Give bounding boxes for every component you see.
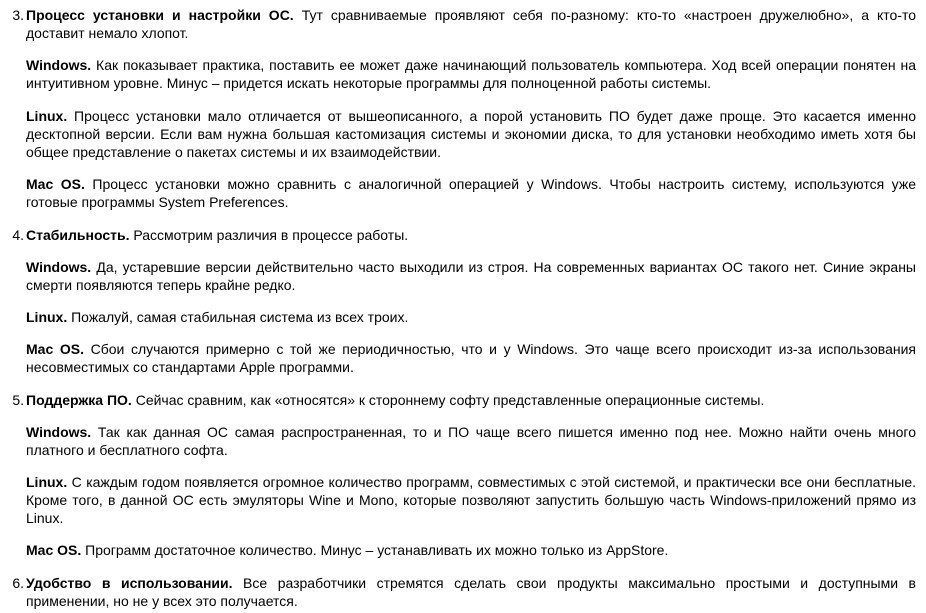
paragraph-windows	[0, 423, 926, 459]
list-item-6	[0, 574, 926, 610]
paragraph-text: Программ достаточное количество. Минус – устанавливать их можно только из AppStore.	[81, 542, 669, 558]
paragraph-text: Пожалуй, самая стабильная система из всех троих.	[67, 309, 409, 325]
item-heading	[26, 574, 916, 610]
item-intro: Сейчас сравним, как «относятся» к стороннему софту представленные операционные системы.	[131, 392, 765, 408]
paragraph-linux	[0, 107, 926, 161]
paragraph-text: Как показывает практика, поставить ее может даже начинающий пользователь компьютера. Ход всей операции понятен на интуитивном уровне. Минус – придется искать некоторые программы для полноценной работы системы.	[26, 57, 916, 91]
item-heading	[26, 6, 916, 42]
paragraph-macos	[0, 541, 926, 559]
item-heading	[26, 391, 916, 409]
os-label: Linux.	[26, 474, 68, 490]
list-item-4	[0, 226, 926, 244]
item-intro: Все разработчики стремятся сделать свои продукты максимально простыми и доступными в применении, но не у всех это получается.	[26, 575, 916, 609]
paragraph-linux	[0, 308, 926, 326]
item-intro: Рассмотрим различия в процессе работы.	[129, 227, 409, 243]
os-label: Windows.	[26, 259, 92, 275]
os-label: Linux.	[26, 108, 68, 124]
item-number: 3.	[12, 7, 24, 23]
item-number: 5.	[12, 392, 24, 408]
paragraph-text: Так как данная ОС самая распространенная, то и ПО чаще всего пишется именно под нее. Можно найти очень много платного и бесплатного софта.	[26, 424, 916, 458]
paragraph-linux	[0, 473, 926, 527]
item-title: Удобство в использовании.	[26, 575, 233, 591]
item-intro: Тут сравниваемые проявляют себя по-разному: кто-то «настроен дружелюбно», а кто-то доставит немало хлопот.	[26, 7, 916, 41]
os-label: Windows.	[26, 424, 92, 440]
paragraph-text: Процесс установки мало отличается от вышеописанного, а порой установить ПО будет даже проще. Это касается именно десктопной версии. Если вам нужна большая кастомизация системы и экономии диска, то для установки необходимо иметь хотя бы общее представление о пакетах системы и их взаимодействии.	[26, 108, 916, 160]
item-number: 6.	[12, 575, 24, 591]
item-title: Процесс установки и настройки ОС.	[26, 7, 294, 23]
paragraph-windows	[0, 56, 926, 92]
paragraph-macos	[0, 175, 926, 211]
paragraph-text: Сбои случаются примерно с той же периодичностью, что и у Windows. Это чаще всего происходит из-за использования несовместимых со стандартами Apple программи.	[26, 341, 916, 375]
os-label: Windows.	[26, 57, 92, 73]
paragraph-text: Да, устаревшие версии действительно часто выходили из строя. На современных вариантах ОС такого нет. Синие экраны смерти появляются теперь крайне редко.	[26, 259, 916, 293]
paragraph-text: С каждым годом появляется огромное количество программ, совместимых с этой системой, и практически все они бесплатные. Кроме того, в данной ОС есть эмуляторы Wine и Mono, которые позволяют запустить большую часть Windows-приложений прямо из Linux.	[26, 474, 916, 526]
os-label: Mac OS.	[26, 176, 85, 192]
paragraph-windows	[0, 258, 926, 294]
list-item-5	[0, 391, 926, 409]
item-heading	[26, 226, 916, 244]
paragraph-macos	[0, 340, 926, 376]
list-item-3	[0, 6, 926, 42]
os-label: Mac OS.	[26, 542, 82, 558]
item-number: 4.	[12, 227, 24, 243]
paragraph-text: Процесс установки можно сравнить с аналогичной операцией у Windows. Чтобы настроить систему, используются уже готовые программы System Preferences.	[26, 176, 916, 210]
item-title: Поддержка ПО.	[26, 392, 132, 408]
os-label: Mac OS.	[26, 341, 84, 357]
os-label: Linux.	[26, 309, 68, 325]
item-title: Стабильность.	[26, 227, 130, 243]
